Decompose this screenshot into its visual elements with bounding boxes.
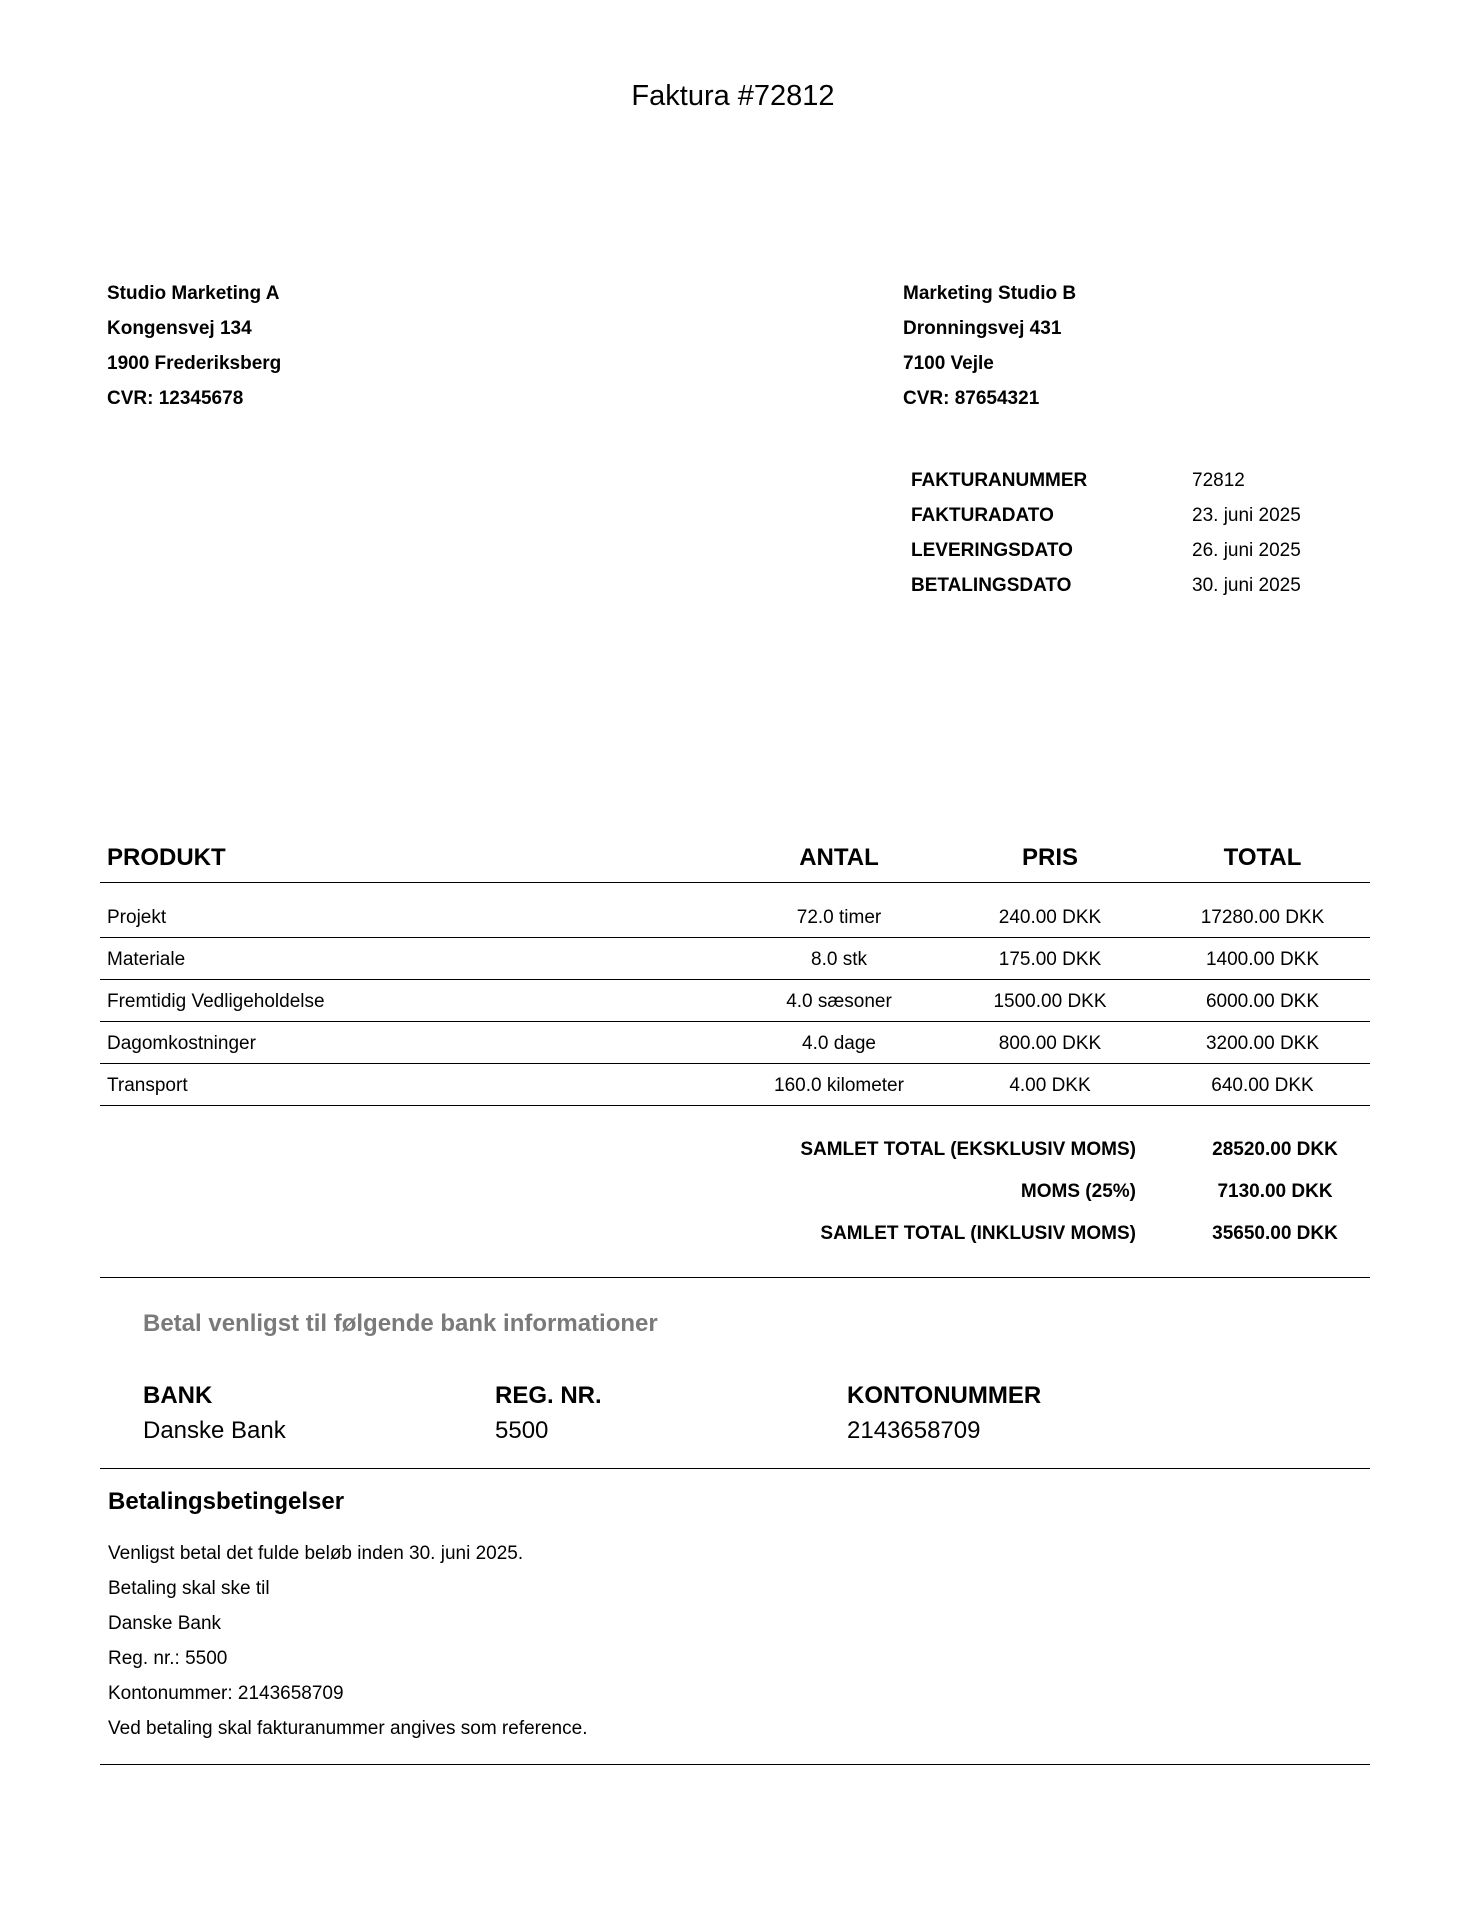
header-qty: ANTAL [799, 844, 879, 871]
total-row [100, 1175, 1370, 1217]
account-label: KONTONUMMER [847, 1382, 1042, 1409]
total-label: SAMLET TOTAL (EKSKLUSIV MOMS) [800, 1139, 1136, 1160]
header-product: PRODUKT [107, 844, 226, 871]
table-row [100, 1022, 1370, 1064]
meta-value: 26. juni 2025 [1192, 540, 1301, 561]
account-value: 2143658709 [847, 1417, 981, 1444]
total-value: 35650.00 DKK [1212, 1223, 1338, 1244]
items-header [100, 840, 1370, 883]
sender-name: Studio Marketing A [107, 283, 280, 304]
total-label: MOMS (25%) [1020, 1181, 1136, 1202]
cell-total: 3200.00 DKK [1205, 1033, 1320, 1054]
total-value: 7130.00 DKK [1217, 1181, 1333, 1202]
bank-column [143, 1382, 286, 1452]
table-row [100, 896, 1370, 938]
cell-price: 175.00 DKK [998, 949, 1102, 970]
bank-intro: Betal venligst til følgende bank informationer [143, 1310, 658, 1337]
cell-price: 4.00 DKK [1009, 1075, 1091, 1096]
sender-cvr: CVR: 12345678 [107, 388, 244, 409]
terms-line: Venligst betal det fulde beløb inden 30. juni 2025. [108, 1543, 524, 1564]
table-row [100, 1064, 1370, 1106]
meta-label: LEVERINGSDATO [911, 540, 1073, 561]
account-column [847, 1382, 1041, 1452]
reg-label: REG. NR. [495, 1382, 602, 1409]
divider [100, 1764, 1370, 1765]
terms-title: Betalingsbetingelser [108, 1488, 345, 1515]
total-value: 28520.00 DKK [1212, 1139, 1338, 1160]
table-row [100, 980, 1370, 1022]
divider [100, 1277, 1370, 1278]
cell-product: Materiale [107, 949, 186, 970]
cell-qty: 4.0 dage [802, 1033, 876, 1054]
cell-total: 1400.00 DKK [1205, 949, 1320, 970]
cell-product: Fremtidig Vedligeholdelse [107, 991, 325, 1012]
cell-product: Projekt [107, 907, 167, 928]
total-row [100, 1133, 1370, 1175]
meta-label: BETALINGSDATO [911, 575, 1072, 596]
cell-qty: 8.0 stk [811, 949, 867, 970]
meta-value: 30. juni 2025 [1192, 575, 1301, 596]
invoice-meta [911, 463, 1331, 603]
cell-price: 1500.00 DKK [993, 991, 1107, 1012]
header-price: PRIS [1021, 844, 1078, 871]
sender-address [107, 276, 281, 416]
divider [100, 1468, 1370, 1469]
cell-qty: 160.0 kilometer [774, 1075, 904, 1096]
meta-row [911, 498, 1331, 533]
recipient-city: 7100 Vejle [903, 353, 994, 374]
terms-line: Danske Bank [108, 1613, 222, 1634]
bank-value: Danske Bank [143, 1417, 286, 1444]
meta-value: 72812 [1192, 470, 1245, 491]
cell-total: 17280.00 DKK [1200, 907, 1325, 928]
recipient-name: Marketing Studio B [903, 283, 1077, 304]
recipient-street: Dronningsvej 431 [903, 318, 1062, 339]
cell-qty: 4.0 sæsoner [786, 991, 892, 1012]
meta-row [911, 463, 1331, 498]
bank-label: BANK [143, 1382, 213, 1409]
cell-price: 240.00 DKK [998, 907, 1102, 928]
terms-line: Kontonummer: 2143658709 [108, 1683, 344, 1704]
sender-street: Kongensvej 134 [107, 318, 252, 339]
cell-total: 6000.00 DKK [1205, 991, 1320, 1012]
meta-row [911, 533, 1331, 568]
terms-text [108, 1536, 587, 1746]
table-row [100, 938, 1370, 980]
cell-product: Transport [107, 1075, 188, 1096]
total-row [100, 1217, 1370, 1259]
meta-value: 23. juni 2025 [1192, 505, 1301, 526]
recipient-cvr: CVR: 87654321 [903, 388, 1040, 409]
cell-product: Dagomkostninger [107, 1033, 256, 1054]
reg-column [495, 1382, 602, 1452]
cell-qty: 72.0 timer [796, 907, 882, 928]
meta-label: FAKTURADATO [911, 505, 1054, 526]
header-total: TOTAL [1223, 844, 1302, 871]
terms-line: Ved betaling skal fakturanummer angives som reference. [108, 1718, 588, 1739]
total-label: SAMLET TOTAL (INKLUSIV MOMS) [820, 1223, 1136, 1244]
cell-total: 640.00 DKK [1211, 1075, 1314, 1096]
terms-line: Reg. nr.: 5500 [108, 1648, 228, 1669]
cell-price: 800.00 DKK [998, 1033, 1102, 1054]
reg-value: 5500 [495, 1417, 549, 1444]
recipient-address [903, 276, 1076, 416]
page-title: Faktura #72812 [631, 80, 835, 112]
terms-line: Betaling skal ske til [108, 1578, 270, 1599]
items-table [100, 840, 1370, 1106]
sender-city: 1900 Frederiksberg [107, 353, 282, 374]
meta-label: FAKTURANUMMER [911, 470, 1088, 491]
meta-row [911, 568, 1331, 603]
totals-block [100, 1133, 1370, 1259]
